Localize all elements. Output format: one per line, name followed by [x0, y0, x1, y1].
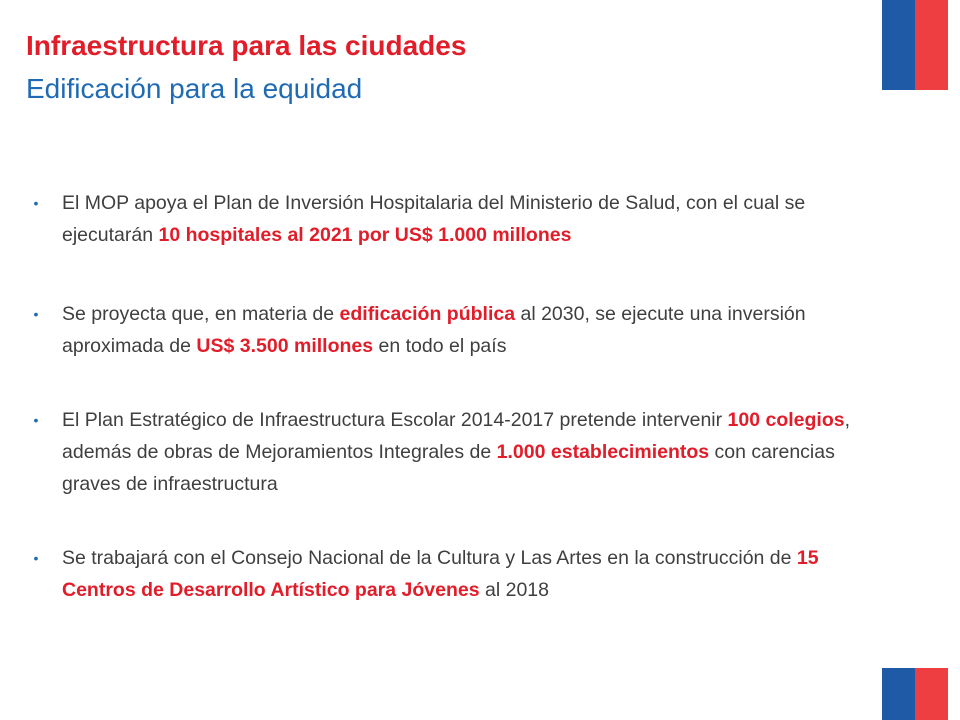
bullet-text-part: con carencias graves de infraestructura [62, 441, 835, 495]
flag-logo-top [882, 0, 948, 90]
bullet-highlight: edificación pública [339, 303, 516, 325]
bullet-icon: • [33, 550, 39, 566]
slide-subtitle: Edificación para la equidad [26, 73, 363, 104]
flag-red-stripe [915, 0, 948, 90]
bullet-text-part: El Plan Estratégico de Infraestructura Escolar 2014-2017 pretende intervenir [62, 409, 728, 431]
bullet-text-part: , además de obras de Mejoramientos Integrales de [62, 409, 851, 463]
bullet-highlight: 100 colegios [727, 409, 845, 431]
bullet-icon: • [33, 412, 39, 428]
bullet-text-part: al 2030, se ejecute una inversión aproximada de [62, 303, 806, 357]
bullet-icon: • [33, 195, 39, 211]
flag-blue-stripe [882, 668, 915, 720]
bullet-item-escolar [30, 404, 870, 500]
bullet-highlight: 1.000 establecimientos [496, 441, 710, 463]
bullet-text [62, 298, 870, 362]
flag-blue-stripe [882, 0, 915, 90]
bullet-icon: • [33, 306, 39, 322]
bullet-text [62, 542, 870, 606]
bullet-item-hospitales [30, 187, 870, 251]
bullet-text-part: Se trabajará con el Consejo Nacional de la Cultura y Las Artes en la construcción de [62, 547, 797, 569]
flag-logo-bottom [882, 668, 948, 720]
bullet-text-part: Se proyecta que, en materia de [62, 303, 340, 325]
bullet-text-part: en todo el país [373, 335, 507, 357]
bullet-highlight: US$ 3.500 millones [196, 335, 374, 357]
bullet-item-cultura [30, 542, 870, 606]
bullet-text [62, 187, 870, 251]
bullet-item-edificacion [30, 298, 870, 362]
bullet-text-part: al 2018 [479, 579, 549, 601]
slide-title: Infraestructura para las ciudades [26, 30, 467, 61]
bullet-text-part: El MOP apoya el Plan de Inversión Hospitalaria del Ministerio de Salud, con el cual se ejecutarán [62, 192, 806, 246]
flag-red-stripe [915, 668, 948, 720]
bullet-text [62, 404, 870, 500]
bullet-highlight: 10 hospitales al 2021 por US$ 1.000 millones [158, 224, 572, 246]
bullet-highlight: 15 Centros de Desarrollo Artístico para Jóvenes [62, 547, 819, 601]
